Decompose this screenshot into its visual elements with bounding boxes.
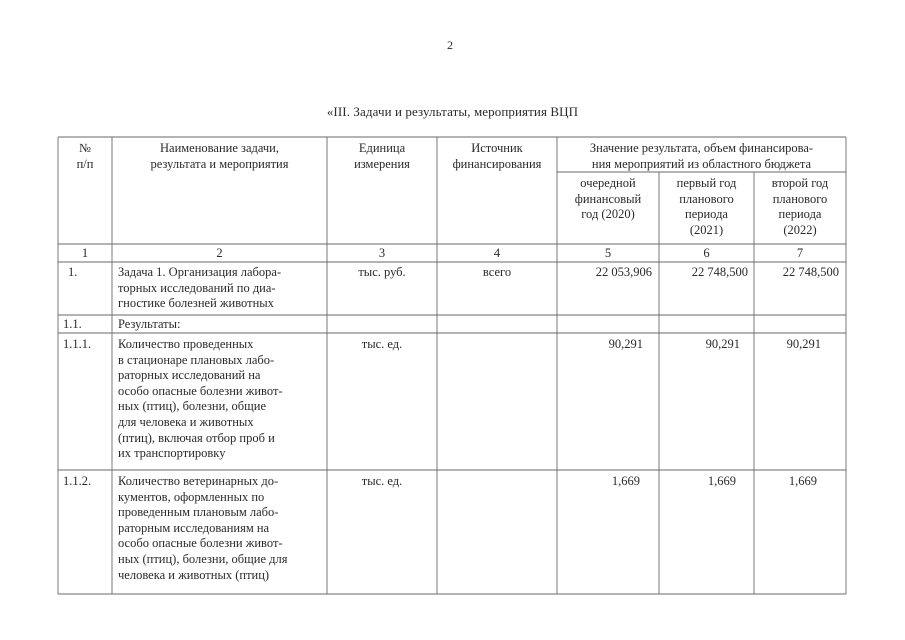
column-number-7: 7 [796,246,804,260]
section-title: «III. Задачи и результаты, мероприятия ВЦП [326,104,579,119]
header-name: Наименование задачи, результата и мероприятия [150,141,289,171]
row-1-value-2021: 22 748,500 [691,265,748,279]
row-1-source: всего [482,265,512,279]
page-number: 2 [447,38,453,52]
row-1-1-2-value-2020: 1,669 [611,474,640,488]
header-source: Источник финансирования [452,141,542,171]
row-1-name: Задача 1. Организация лабора- торных исследований по диа- гностике болезней животных [118,265,282,311]
column-number-3: 3 [378,246,386,260]
header-year-2020: очередной финансовый год (2020) [574,176,642,222]
row-1-1-2-unit: тыс. ед. [361,474,403,488]
row-1-1-1-name: Количество проведенных в стационаре плановых лабо- раторных исследований на особо опасные болезни живот- ных (птиц), болезни, общие для человека и животных (птиц), включая отбор проб и их транспортировку [118,337,283,461]
column-number-1: 1 [81,246,89,260]
row-1-1-name: Результаты: [118,317,181,331]
row-1-1-num: 1.1. [63,317,82,331]
row-1-1-1-num: 1.1.1. [63,337,92,351]
row-1-1-2-value-2021: 1,669 [707,474,736,488]
row-1-value-2022: 22 748,500 [782,265,839,279]
column-number-2: 2 [216,246,223,260]
row-1-1-1-value-2021: 90,291 [705,337,740,351]
row-1-1-2-value-2022: 1,669 [788,474,817,488]
row-1-value-2020: 22 053,906 [595,265,652,279]
header-num: № п/п [76,141,94,171]
column-number-5: 5 [604,246,612,260]
column-number-4: 4 [493,246,501,260]
header-year-2022: второй год планового периода (2022) [771,176,829,237]
row-1-1-2-name: Количество ветеринарных до- кументов, оформленных по проведенным плановым лабо- раторным исследованиям на особо опасные болезни живот- ных (птиц), болезни, общие для человека и животных (птиц) [118,474,288,582]
header-year-2021: первый год планового периода (2021) [676,176,737,237]
header-value-group: Значение результата, объем финансирова- ния мероприятий из областного бюджета [589,141,814,171]
row-1-1-2-num: 1.1.2. [63,474,92,488]
row-1-unit: тыс. руб. [358,265,406,279]
header-unit: Единица измерения [354,141,410,171]
row-1-1-1-unit: тыс. ед. [361,337,403,351]
row-1-1-1-value-2020: 90,291 [608,337,643,351]
column-number-6: 6 [703,246,710,260]
row-1-num: 1. [68,265,78,279]
row-1-1-1-value-2022: 90,291 [786,337,821,351]
